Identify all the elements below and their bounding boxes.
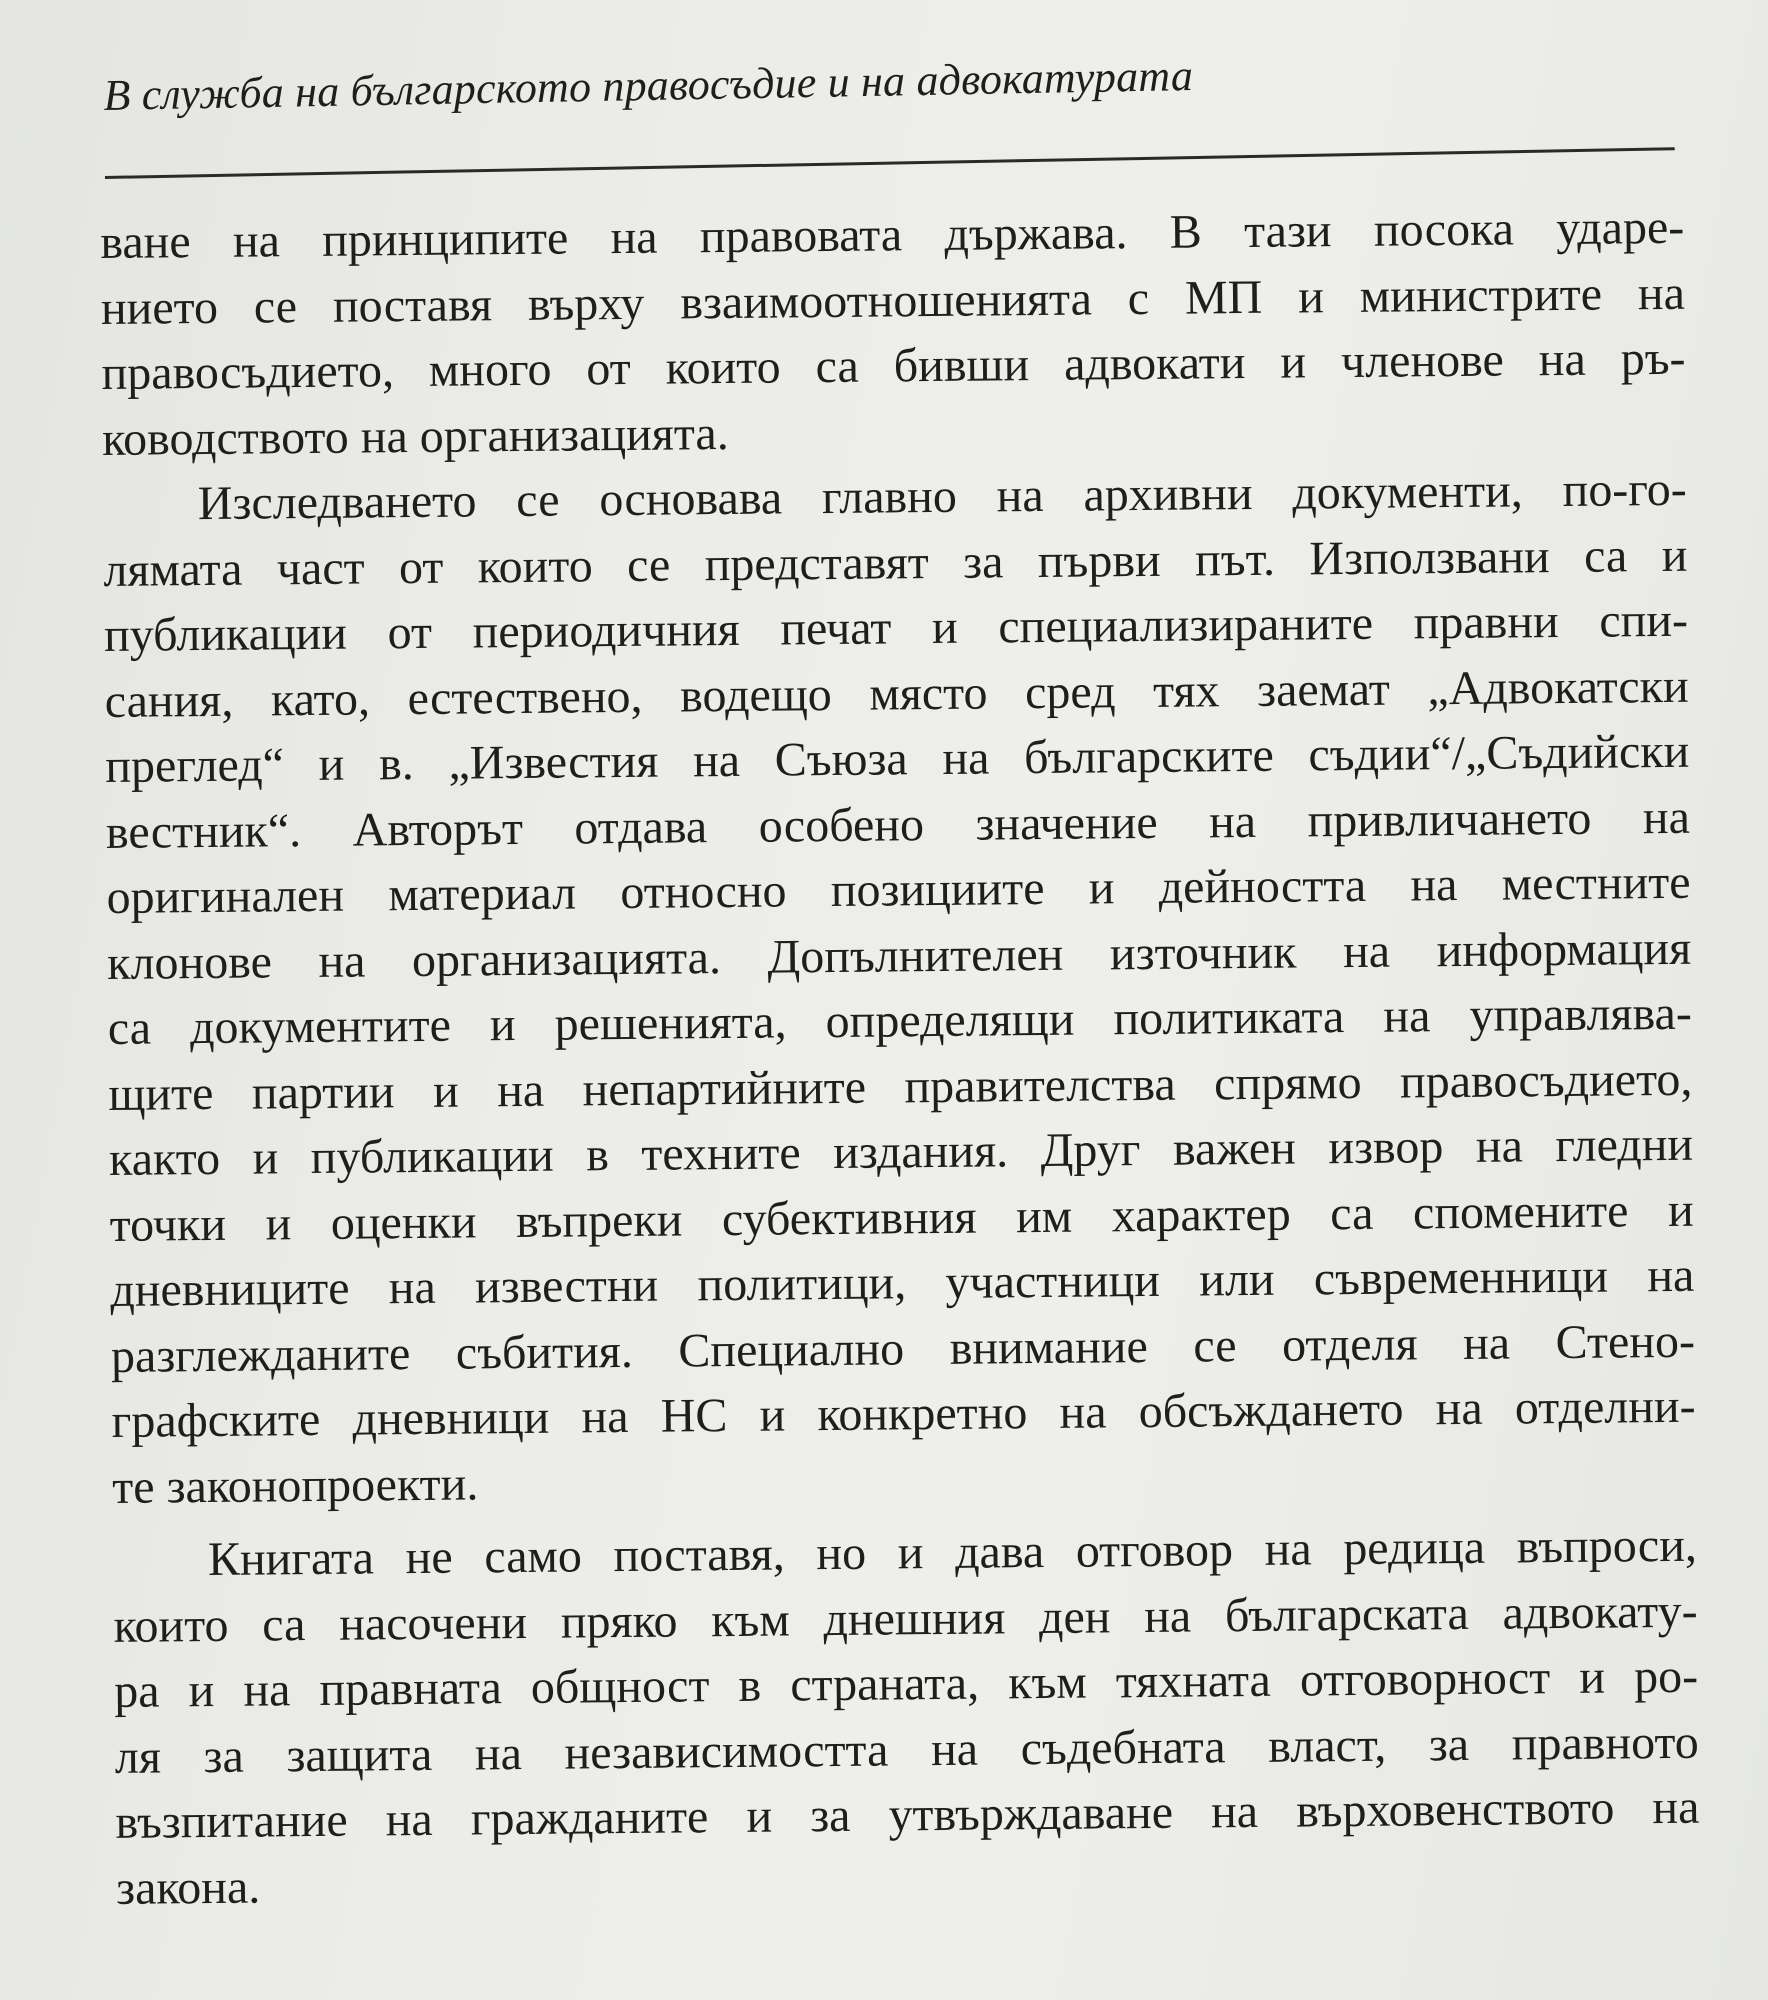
text-line: вестник“. Авторът отдава особено значение на привличането на	[105, 790, 1691, 859]
header-rule	[105, 147, 1675, 179]
text-line: ля за защита на независимостта на съдебната власт, за правното	[114, 1715, 1700, 1784]
text-line: ра и на правната общност в страната, към тяхната отговорност и ро-	[113, 1649, 1699, 1718]
text-line: публикации от периодичния печат и специализираните правни спи-	[103, 593, 1689, 662]
text-line: възпитание на гражданите и за утвърждаване на върховенството на	[115, 1780, 1700, 1849]
text-line: клонове на организацията. Допълнителен източник на информация	[106, 921, 1692, 990]
running-header	[103, 41, 1674, 123]
text-line: разглежданите събития. Специално внимание се отделя на Стено-	[110, 1314, 1696, 1383]
text-line: Книгата не само поставя, но и дава отговор на редица въпроси,	[207, 1518, 1698, 1587]
paragraph-3	[113, 1513, 1701, 1921]
text-line: точки и оценки въпреки субективния им характер са спомените и	[109, 1183, 1694, 1252]
text-line: те законопроекти.	[112, 1456, 479, 1514]
text-line: ководството на организацията.	[101, 406, 729, 466]
text-line: лямата част от които се представят за първи път. Използвани са и	[103, 528, 1688, 597]
text-line: закона.	[115, 1860, 261, 1915]
paragraph-2	[103, 457, 1697, 1520]
text-line: оригинален материал относно позициите и дейността на местните	[106, 855, 1691, 924]
text-line: Изследването се основава главно на архивни документи, по-го-	[197, 462, 1688, 531]
text-line: графските дневници на НС и конкретно на обсъждането на отделни-	[111, 1379, 1696, 1448]
text-line: са документите и решенията, определящи политиката на управлява-	[107, 986, 1693, 1055]
text-line: ване на принципите на правовата държава. В тази посока ударе-	[100, 200, 1685, 269]
running-header-title: В служба на българското правосъдие и на адвокатурата	[103, 51, 1194, 120]
text-line: както и публикации в техните издания. Друг важен извор на гледни	[108, 1117, 1694, 1186]
text-line: сания, като, естествено, водещо място сред тях заемат „Адвокатски	[104, 659, 1689, 728]
text-line: нието се поставя върху взаимоотношенията с МП и министрите на	[100, 266, 1686, 335]
text-line: преглед“ и в. „Известия на Съюза на българските съдии“/„Съдийски	[105, 724, 1690, 793]
text-line: щите партии и на непартийните правителства спрямо правосъдието,	[108, 1052, 1693, 1121]
body-text	[100, 195, 1700, 1921]
paragraph-1	[100, 195, 1686, 472]
text-line: дневниците на известни политици, участници или съвременници на	[110, 1248, 1695, 1317]
text-line: правосъдието, много от които са бивши адвокати и членове на ръ-	[101, 331, 1686, 400]
text-line: които са насочени пряко към днешния ден на българската адвокату-	[113, 1584, 1698, 1653]
